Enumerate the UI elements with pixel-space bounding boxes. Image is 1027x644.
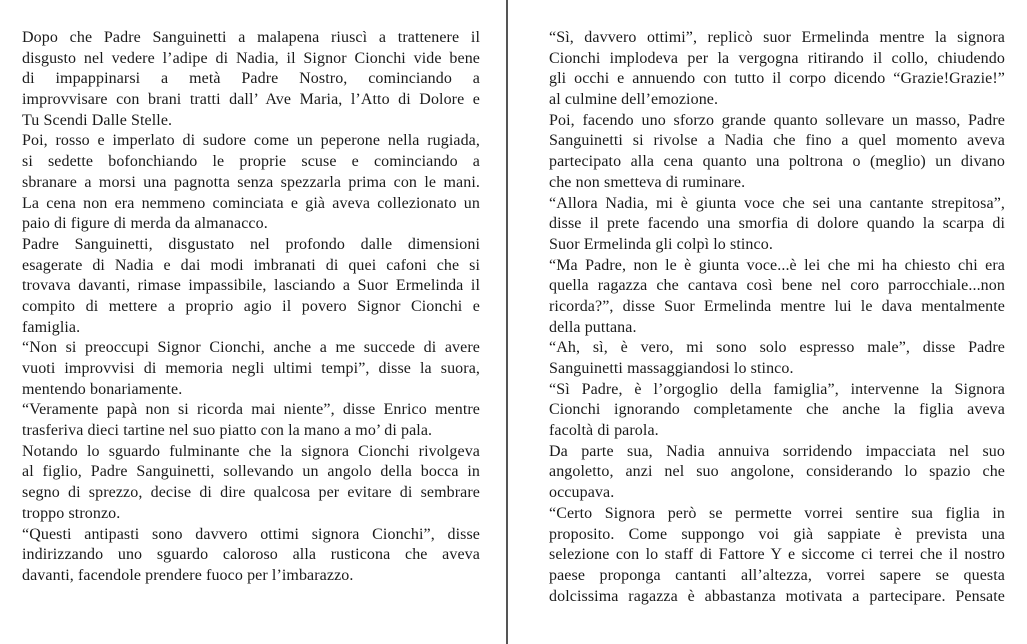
text-line: gli occhi e annuendo con tutto il corpo dicendo “Grazie!Grazie!” (549, 70, 1005, 88)
text-line: Poi, facendo uno sforzo grande quanto sollevare un masso, Padre (549, 111, 1005, 129)
text-line: davanti, facendole prendere fuoco per l’imbarazzo. (22, 566, 354, 584)
text-line: Poi, rosso e imperlato di sudore come un peperone nella rugiada, (22, 132, 480, 150)
text-line: sbranare a morsi una pagnotta senza spezzarla prima con le mani. (22, 173, 480, 191)
text-line: dolcissima ragazza è abbastanza motivata a partecipare. Pensate (549, 587, 1005, 605)
text-line: Sanguinetti massaggiandosi lo stinco. (549, 360, 794, 377)
text-line: ricorda?”, disse Suor Ermelinda mentre lui le dava mentalmente (549, 297, 1005, 315)
text-line: disgusto nel vedere l’adipe di Nadia, il Signor Cionchi vide bene (22, 49, 480, 67)
text-line: Da parte sua, Nadia annuiva sorridendo impacciata nel suo (549, 442, 1005, 460)
text-line: mentendo bonariamente. (22, 380, 183, 398)
text-line: paio di figure di merda da almanacco. (22, 215, 268, 233)
text-line: indirizzando uno sguardo caloroso alla rusticona che aveva (22, 546, 480, 564)
text-line: troppo stronzo. (22, 504, 121, 522)
text-line: “Allora Nadia, mi è giunta voce che sei una cantante strepitosa”, (549, 194, 1005, 212)
text-line: si sedette bofonchiando le proprie scuse e cominciando a (22, 153, 480, 171)
text-line: Suor Ermelinda gli colpì lo stinco. (549, 235, 773, 253)
text-line: paese proponga cantanti all’altezza, vorrei sapere se questa (549, 566, 1005, 584)
text-line: Tu Scendi Dalle Stelle. (22, 111, 173, 129)
text-line: Dopo che Padre Sanguinetti a malapena riuscì a trattenere il (22, 29, 480, 46)
text-line: Sanguinetti si rivolse a Nadia che fino a quel momento aveva (549, 132, 1005, 150)
text-line: Cionchi ignorando completamente che anche la figlia aveva (549, 401, 1005, 419)
text-line: di impappinarsi a metà Padre Nostro, cominciando a (22, 70, 480, 88)
text-line: proposito. Come suppongo voi già sappiate è prevista una (549, 525, 1005, 543)
text-line: al culmine dell’emozione. (549, 91, 719, 109)
text-line: “Sì Padre, è l’orgoglio della famiglia”, intervenne la Signora (549, 380, 1005, 398)
text-line: della puttana. (549, 318, 637, 336)
text-line: vuoti improvvisi di memoria negli ultimi tempi”, disse la suora, (22, 360, 480, 377)
text-line: La cena non era nemmeno cominciata e già aveva collezionato un (22, 194, 480, 212)
text-line: improvvisare con brani tratti dall’ Ave Maria, l’Atto di Dolore e (22, 91, 480, 109)
page-right-text (549, 28, 1005, 607)
text-line: partecipato alla cena quanto una poltrona o (meglio) un divano (549, 153, 1005, 171)
text-line: “Ma Padre, non le è giunta voce...è lei che mi ha chiesto chi era (549, 256, 1005, 274)
text-line: compito di mettere a proprio agio il povero Signor Cionchi e (22, 297, 480, 315)
text-line: “Veramente papà non si ricorda mai niente”, disse Enrico mentre (22, 401, 480, 419)
text-line: “Non si preoccupi Signor Cionchi, anche a me succede di avere (22, 339, 480, 357)
text-line: al figlio, Padre Sanguinetti, sollevando un angolo della bocca in (22, 463, 480, 481)
text-line: “Certo Signora però se permette vorrei sentire sua figlia in (549, 504, 1005, 522)
text-line: famiglia. (22, 318, 81, 336)
page-right (508, 0, 1027, 644)
text-line: trovava davanti, rimase impassibile, lasciando a Suor Ermelinda il (22, 277, 480, 295)
text-line: segno di sprezzo, decise di dire qualcosa per evitare di sembrare (22, 484, 480, 502)
text-line: Padre Sanguinetti, disgustato nel profondo dalle dimensioni (22, 235, 480, 253)
text-line: selezione con lo staff di Fattore Y e siccome ci terrei che il nostro (549, 546, 1005, 564)
text-line: trasferiva dieci tartine nel suo piatto con la mano a mo’ di pala. (22, 422, 433, 440)
text-line: disse il prete facendo una smorfia di dolore quando la scarpa di (549, 215, 1005, 233)
text-line: Notando lo sguardo fulminante che la signora Cionchi rivolgeva (22, 442, 480, 460)
page-left (0, 0, 506, 644)
text-line: “Ah, sì, è vero, mi sono solo espresso male”, disse Padre (549, 339, 1005, 357)
text-line: Cionchi implodeva per la vergogna ritirando il collo, chiudendo (549, 49, 1005, 67)
text-line: occupava. (549, 484, 615, 502)
text-line: “Sì, davvero ottimi”, replicò suor Ermelinda mentre la signora (549, 29, 1005, 46)
text-line: angoletto, anzi nel suo angolone, considerando lo spazio che (549, 463, 1005, 481)
text-line: “Questi antipasti sono davvero ottimi signora Cionchi”, disse (22, 525, 480, 543)
text-line: quella ragazza che cantava così bene nel coro parrocchiale...non (549, 277, 1005, 295)
text-line: esagerate di Nadia e dai modi imbranati di quei cafoni che si (22, 256, 480, 274)
text-line: facoltà di parola. (549, 422, 659, 440)
page-left-text (22, 28, 480, 587)
text-line: che non smetteva di ruminare. (549, 173, 746, 191)
